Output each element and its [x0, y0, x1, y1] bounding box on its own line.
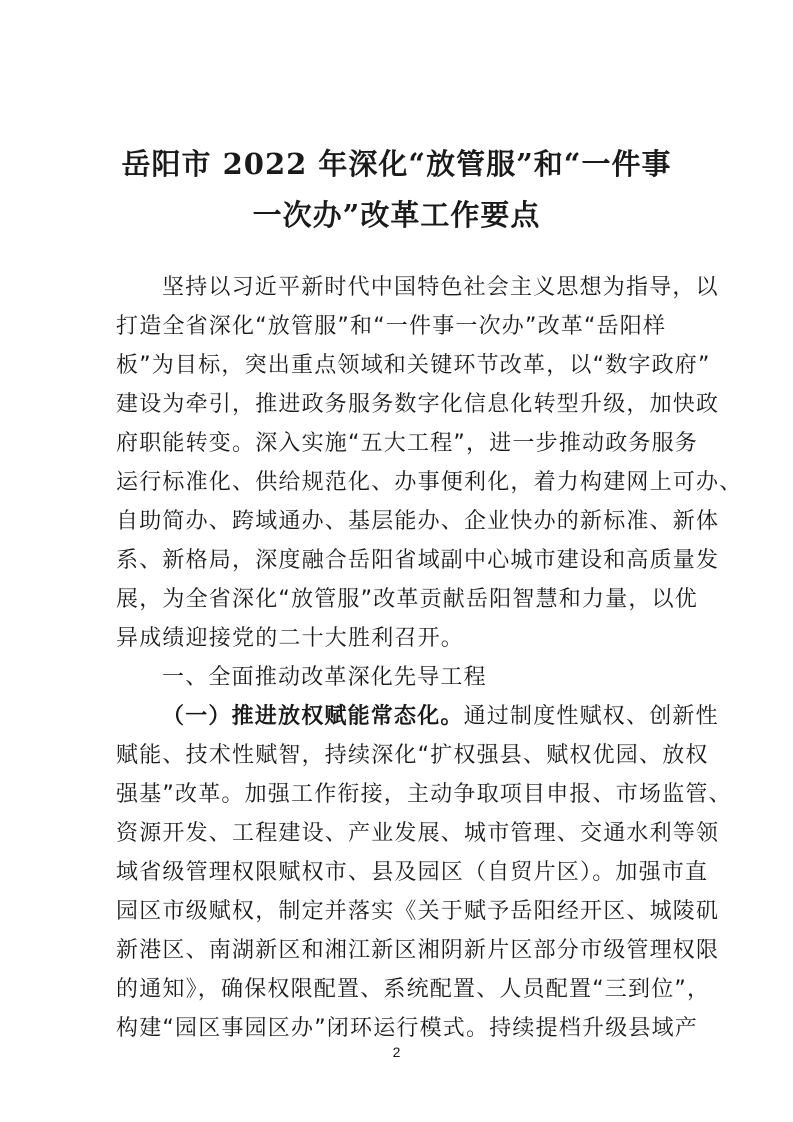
page-number: 2 [392, 1044, 401, 1060]
subsection-1-line-1-rest: 通过制度性赋权、创新性 [463, 704, 719, 729]
paragraph-1-line-5: 府职能转变。深入实施“五大工程”，进一步推动政务服务 [116, 431, 698, 456]
subsection-1-line-6: 园区市级赋权，制定并落实《关于赋予岳阳经开区、城陵矶 [116, 899, 720, 924]
paragraph-1-line-2: 打造全省深化“放管服”和“一件事一次办”改革“岳阳样 [116, 314, 667, 339]
paragraph-1-line-3: 板”为目标，突出重点领域和关键环节改革，以“数字政府” [116, 353, 711, 378]
document-title-line-2: 一次办”改革工作要点 [252, 198, 541, 232]
subsection-1-line-2: 赋能、技术性赋智，持续深化“扩权强县、赋权优园、放权 [116, 743, 709, 768]
paragraph-1-line-7: 自助简办、跨域通办、基层能办、企业快办的新标准、新体 [116, 509, 720, 534]
document-title-line-1: 岳阳市 2022 年深化“放管服”和“一件事 [121, 147, 672, 181]
paragraph-1-line-6: 运行标准化、供给规范化、办事便利化，着力构建网上可办、 [116, 470, 743, 495]
subsection-1-line-1 [162, 706, 728, 728]
paragraph-1-line-8: 系、新格局，深度融合岳阳省域副中心城市建设和高质量发 [116, 548, 720, 573]
paragraph-1-line-1: 坚持以习近平新时代中国特色社会主义思想为指导，以 [162, 275, 719, 300]
subsection-1-line-8: 的通知》，确保权限配置、系统配置、人员配置“三到位”， [116, 977, 711, 1002]
subsection-1-line-4: 资源开发、工程建设、产业发展、城市管理、交通水利等领 [116, 821, 720, 846]
subsection-1-line-5: 域省级管理权限赋权市、县及园区（自贸片区）。加强市直 [116, 860, 709, 885]
subsection-1-title: （一）推进放权赋能常态化。 [162, 704, 464, 729]
paragraph-1-line-10: 异成绩迎接党的二十大胜利召开。 [116, 626, 465, 651]
subsection-1-line-9: 构建“园区事园区办”闭环运行模式。持续提档升级县域产 [116, 1016, 698, 1041]
paragraph-1-line-9: 展，为全省深化“放管服”改革贡献岳阳智慧和力量，以优 [116, 587, 698, 612]
subsection-1-line-3: 强基”改革。加强工作衔接，主动争取项目申报、市场监管、 [116, 782, 732, 807]
subsection-1-line-7: 新港区、南湖新区和湘江新区湘阴新片区部分市级管理权限 [116, 938, 720, 963]
section-heading: 一、全面推动改革深化先导工程 [162, 665, 487, 690]
paragraph-1-line-4: 建设为牵引，推进政务服务数字化信息化转型升级，加快政 [116, 392, 720, 417]
